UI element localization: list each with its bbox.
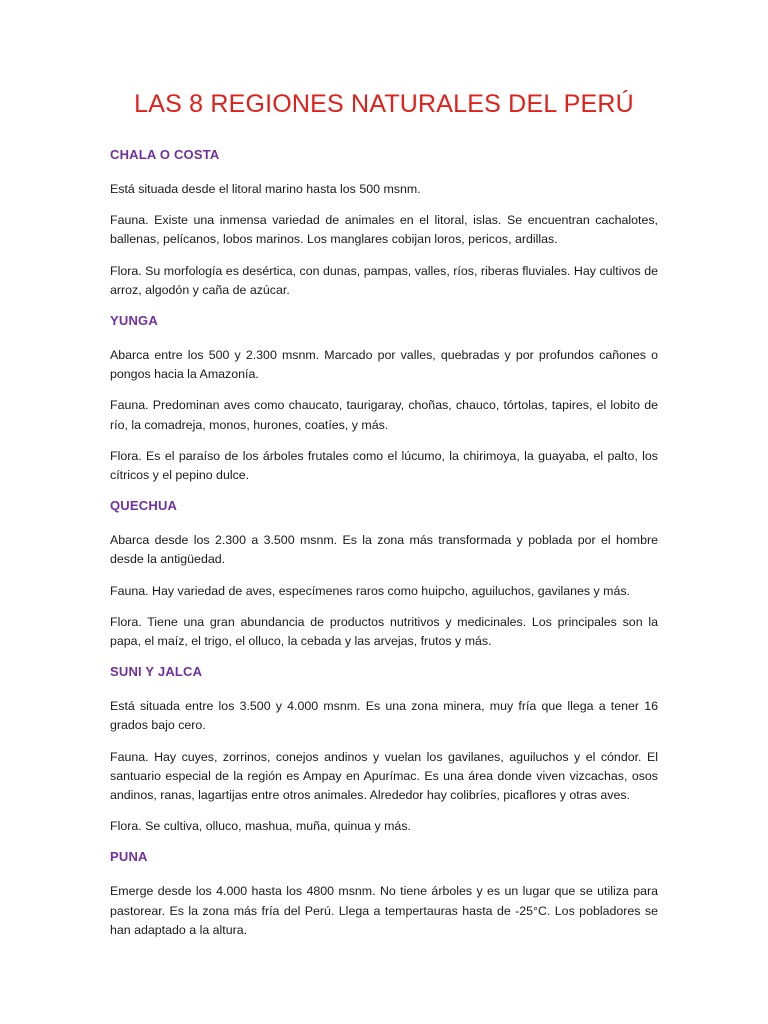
paragraph: Está situada desde el litoral marino hasta los 500 msnm. [110, 182, 421, 196]
paragraph: Abarca entre los 500 y 2.300 msnm. Marcado por valles, quebradas y por profundos cañones o pongos hacia la Amazonía. [110, 348, 658, 382]
section-suni-jalca [110, 663, 658, 836]
paragraph: Fauna. Existe una inmensa variedad de animales en el litoral, islas. Se encuentran cachalotes, ballenas, pelícanos, lobos marinos. Los manglares cobijan loros, pericos, ardillas. [110, 213, 658, 247]
paragraph: Fauna. Predominan aves como chaucato, taurigaray, choñas, chauco, tórtolas, tapires, el lobito de río, la comadreja, monos, hurones, coatíes, y más. [110, 398, 658, 432]
section-chala [110, 146, 658, 300]
section-heading: SUNI Y JALCA [110, 664, 203, 680]
paragraph: Fauna. Hay cuyes, zorrinos, conejos andinos y vuelan los gavilanes, aguiluchos y el cóndor. El santuario especial de la región es Ampay en Apurímac. Es una área donde viven vizcachas, osos andinos, ranas, lagartijas entre otros animales. Alrededor hay colibríes, picaflores y otras aves. [110, 749, 658, 803]
paragraph: Flora. Tiene una gran abundancia de productos nutritivos y medicinales. Los principales son la papa, el maíz, el trigo, el olluco, la cebada y las arvejas, frutos y más. [110, 614, 658, 649]
paragraph: Emerge desde los 4.000 hasta los 4800 msnm. No tiene árboles y es un lugar que se utiliza para pastorear. Es la zona más fría del Perú. Llega a tempertauras hasta de -25°C. Los pobladores se han adaptado a la altura. [110, 884, 658, 937]
paragraph: Flora. Su morfología es desértica, con dunas, pampas, valles, ríos, riberas fluviales. Hay cultivos de arroz, algodón y caña de azúcar. [110, 263, 658, 297]
section-yunga [110, 312, 658, 485]
section-heading: QUECHUA [110, 498, 178, 514]
section-heading: YUNGA [110, 313, 158, 329]
paragraph: Flora. Es el paraíso de los árboles frutales como el lúcumo, la chirimoya, la guayaba, el palto, los cítricos y el pepino dulce. [110, 448, 658, 483]
section-puna [110, 848, 658, 940]
section-heading: PUNA [110, 849, 148, 865]
paragraph: Fauna. Hay variedad de aves, especímenes raros como huipcho, aguiluchos, gavilanes y más. [110, 583, 631, 598]
section-heading: CHALA O COSTA [110, 147, 220, 162]
document-title: LAS 8 REGIONES NATURALES DEL PERÚ [134, 90, 634, 118]
section-quechua [110, 497, 658, 651]
document-page [110, 88, 658, 952]
paragraph: Abarca desde los 2.300 a 3.500 msnm. Es la zona más transformada y poblada por el hombre desde la antigüedad. [110, 533, 658, 567]
paragraph: Flora. Se cultiva, olluco, mashua, muña, quinua y más. [110, 819, 411, 834]
paragraph: Está situada entre los 3.500 y 4.000 msnm. Es una zona minera, muy fría que llega a tener 16 grados bajo cero. [110, 699, 658, 733]
